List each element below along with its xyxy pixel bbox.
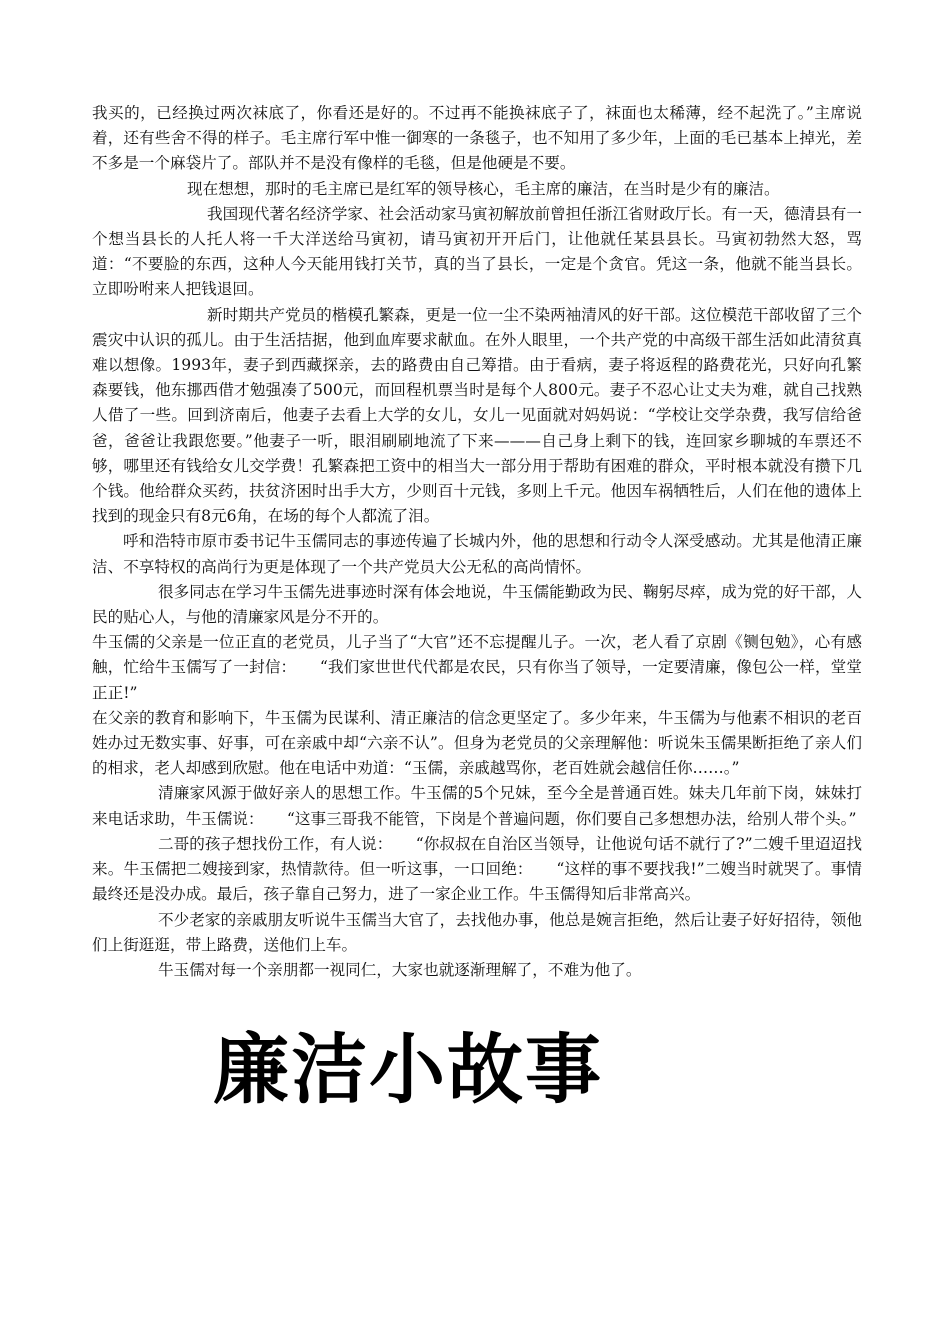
paragraph: 牛玉儒的父亲是一位正直的老党员，儿子当了“大官”还不忘提醒儿子。一次，老人看了京剧《铡包勉》，心有感触，忙给牛玉儒写了一封信： “我们家世世代代都是农民，只有你当了领导，一定要清廉，像包公一样，堂堂正正!”	[92, 633, 862, 702]
paragraph: 新时期共产党员的楷模孔繁森，更是一位一尘不染两袖清风的好干部。这位模范干部收留了三个震灾中认识的孤儿。由于生活拮据，他到血库要求献血。在外人眼里，一个共产党的中高级干部生活如此清贫真难以想像。1993年，妻子到西藏探亲，去的路费由自己筹措。由于看病，妻子将返程的路费花光，只好向孔繁森要钱，他东挪西借才勉强凑了500元，而回程机票当时是每个人800元。妻子不忍心让丈夫为难，就自己找熟人借了一些。回到济南后，他妻子去看上大学的女儿，女儿一见面就对妈妈说：“学校让交学杂费，我写信给爸爸，爸爸让我跟您要。”他妻子一听，眼泪刷刷地流了下来———自己身上剩下的钱，连回家乡聊城的车票还不够，哪里还有钱给女儿交学费！孔繁森把工资中的相当大一部分用于帮助有困难的群众，平时根本就没有攒下几个钱。他给群众买药，扶贫济困时出手大方，少则百十元钱，多则上千元。他因车祸牺牲后，人们在他的遗体上找到的现金只有8元6角，在场的每个人都流了泪。	[92, 305, 862, 526]
paragraph: 牛玉儒对每一个亲朋都一视同仁，大家也就逐渐理解了，不难为他了。	[158, 960, 642, 979]
paragraph: 呼和浩特市原市委书记牛玉儒同志的事迹传遍了长城内外，他的思想和行动令人深受感动。尤其是他清正廉洁、不享特权的高尚行为更是体现了一个共产党员大公无私的高尚情怀。	[92, 532, 862, 576]
paragraph: 在父亲的教育和影响下，牛玉儒为民谋利、清正廉洁的信念更坚定了。多少年来，牛玉儒为与他素不相识的老百姓办过无数实事、好事，可在亲戚中却“六亲不认”。但身为老党员的父亲理解他：听说朱玉儒果断拒绝了亲人们的相求，老人却感到欣慰。他在电话中劝道：“玉儒，亲戚越骂你，老百姓就会越信任你……。”	[92, 708, 862, 778]
paragraph: 很多同志在学习牛玉儒先进事迹时深有体会地说，牛玉儒能勤政为民、鞠躬尽瘁，成为党的好干部，人民的贴心人，与他的清廉家风是分不开的。	[92, 582, 862, 627]
document-title: 廉洁小故事	[213, 1025, 603, 1114]
paragraph: 二哥的孩子想找份工作，有人说： “你叔叔在自治区当领导，让他说句话不就行了?”二嫂千里迢迢找来。牛玉儒把二嫂接到家，热情款待。但一听这事，一口回绝： “这样的事不要找我!”二嫂当时就哭了。事情最终还是没办成。最后，孩子靠自己努力，进了一家企业工作。牛玉儒得知后非常高兴。	[92, 834, 862, 904]
paragraph: 不少老家的亲戚朋友听说牛玉儒当大官了，去找他办事，他总是婉言拒绝，然后让妻子好好招待，领他们上街逛逛，带上路费，送他们上车。	[92, 910, 862, 954]
paragraph: 现在想想，那时的毛主席已是红军的领导核心，毛主席的廉洁，在当时是少有的廉洁。	[187, 179, 780, 198]
paragraph: 我买的，已经换过两次袜底了，你看还是好的。不过再不能换袜底子了，袜面也太稀薄，经不起洗了。”主席说着，还有些舍不得的样子。毛主席行军中惟一御寒的一条毯子，也不知用了多少年，上面的毛已基本上掉光，差不多是一个麻袋片了。部队并不是没有像样的毛毯，但是他硬是不要。	[92, 104, 862, 173]
paragraph: 清廉家风源于做好亲人的思想工作。牛玉儒的5个兄妹，至今全是普通百姓。妹夫几年前下岗，妹妹打来电话求助，牛玉儒说： “这事三哥我不能管，下岗是个普遍问题，你们要自己多想想办法，给别人带个头。”	[92, 784, 862, 828]
paragraph: 我国现代著名经济学家、社会活动家马寅初解放前曾担任浙江省财政厅长。有一天，德清县有一个想当县长的人托人将一千大洋送给马寅初，请马寅初开开后门，让他就任某县县长。马寅初勃然大怒，骂道：“不要脸的东西，这种人今天能用钱打关节，真的当了县长，一定是个贪官。凭这一条，他就不能当县长。立即吩咐来人把钱退回。	[92, 204, 862, 299]
document-body	[92, 101, 862, 983]
